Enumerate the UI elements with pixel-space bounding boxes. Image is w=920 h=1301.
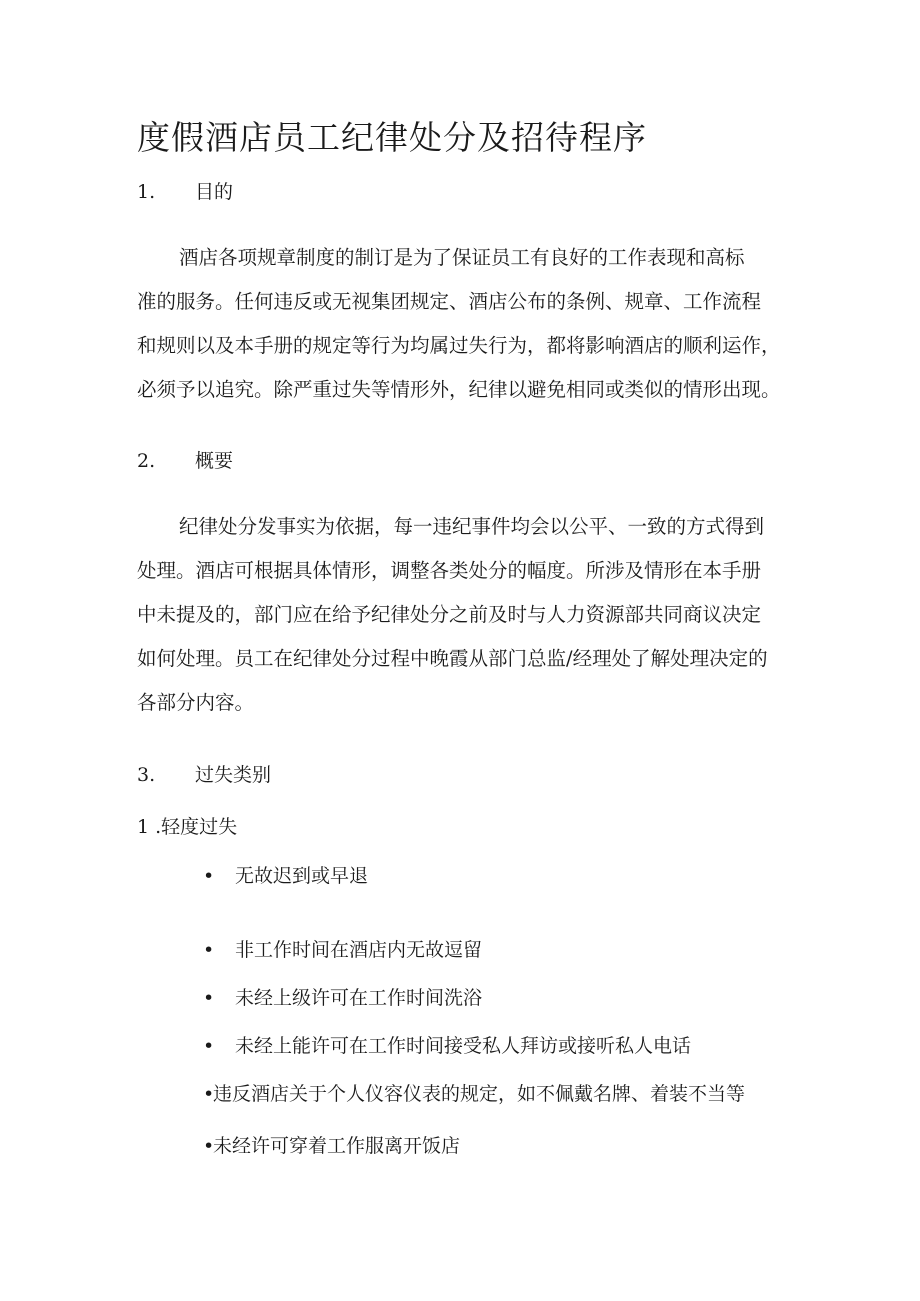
section-title: 概要: [195, 450, 234, 472]
list-item: [203, 1079, 745, 1106]
paragraph-line: 准的服务。任何违反或无视集团规定、酒店公布的条例、规章、工作流程: [137, 290, 762, 313]
paragraph-line: 纪律处分发事实为依据，每一违纪事件均会以公平、一致的方式得到: [179, 515, 765, 538]
section-paragraph-summary: [137, 505, 797, 725]
list-item-text: 非工作时间在酒店内无故逗留: [235, 939, 483, 961]
subsection-minor-fault: 1 .轻度过失: [137, 816, 238, 838]
paragraph-line: 必须予以追究。除严重过失等情形外，纪律以避免相同或类似的情形出现。: [137, 378, 781, 401]
bullet-icon: •: [203, 865, 215, 887]
list-item: [203, 861, 368, 888]
paragraph-line: 各部分内容。: [137, 691, 255, 714]
section-heading-summary: [137, 446, 233, 473]
section-number: 1.: [137, 181, 156, 203]
bullet-icon: •: [203, 1083, 215, 1105]
paragraph-line: 处理。酒店可根据具体情形，调整各类处分的幅度。所涉及情形在本手册: [137, 559, 762, 582]
section-number: 2.: [137, 450, 156, 472]
paragraph-line: 酒店各项规章制度的制订是为了保证员工有良好的工作表现和高标: [179, 246, 745, 269]
bullet-icon: •: [203, 987, 215, 1009]
bullet-icon: •: [203, 1035, 215, 1057]
list-item-text: 未经上能许可在工作时间接受私人拜访或接听私人电话: [235, 1035, 692, 1057]
section-paragraph-purpose: [137, 236, 797, 412]
section-heading-fault-categories: [137, 760, 271, 787]
paragraph-line: 中未提及的，部门应在给予纪律处分之前及时与人力资源部共同商议决定: [137, 603, 762, 626]
list-item-text: 无故迟到或早退: [235, 865, 369, 887]
bullet-icon: •: [203, 939, 215, 961]
list-item: [203, 935, 482, 962]
section-heading-purpose: [137, 177, 233, 204]
section-title: 过失类别: [195, 764, 272, 786]
list-item: [203, 1131, 460, 1158]
list-item-text: 未经上级许可在工作时间洗浴: [235, 987, 483, 1009]
bullet-icon: •: [203, 1135, 215, 1157]
paragraph-line: 和规则以及本手册的规定等行为均属过失行为，都将影响酒店的顺利运作，: [137, 334, 781, 357]
document-title: 度假酒店员工纪律处分及招待程序: [137, 118, 647, 157]
paragraph-line: 如何处理。员工在纪律处分过程中晚霞从部门总监/经理处了解处理决定的: [137, 647, 768, 670]
list-item-text: 违反酒店关于个人仪容仪表的规定，如不佩戴名牌、着装不当等: [213, 1083, 746, 1105]
list-item-text: 未经许可穿着工作服离开饭店: [213, 1135, 461, 1157]
section-number: 3.: [137, 764, 156, 786]
section-title: 目的: [195, 181, 234, 203]
list-item: [203, 1031, 691, 1058]
list-item: [203, 983, 482, 1010]
